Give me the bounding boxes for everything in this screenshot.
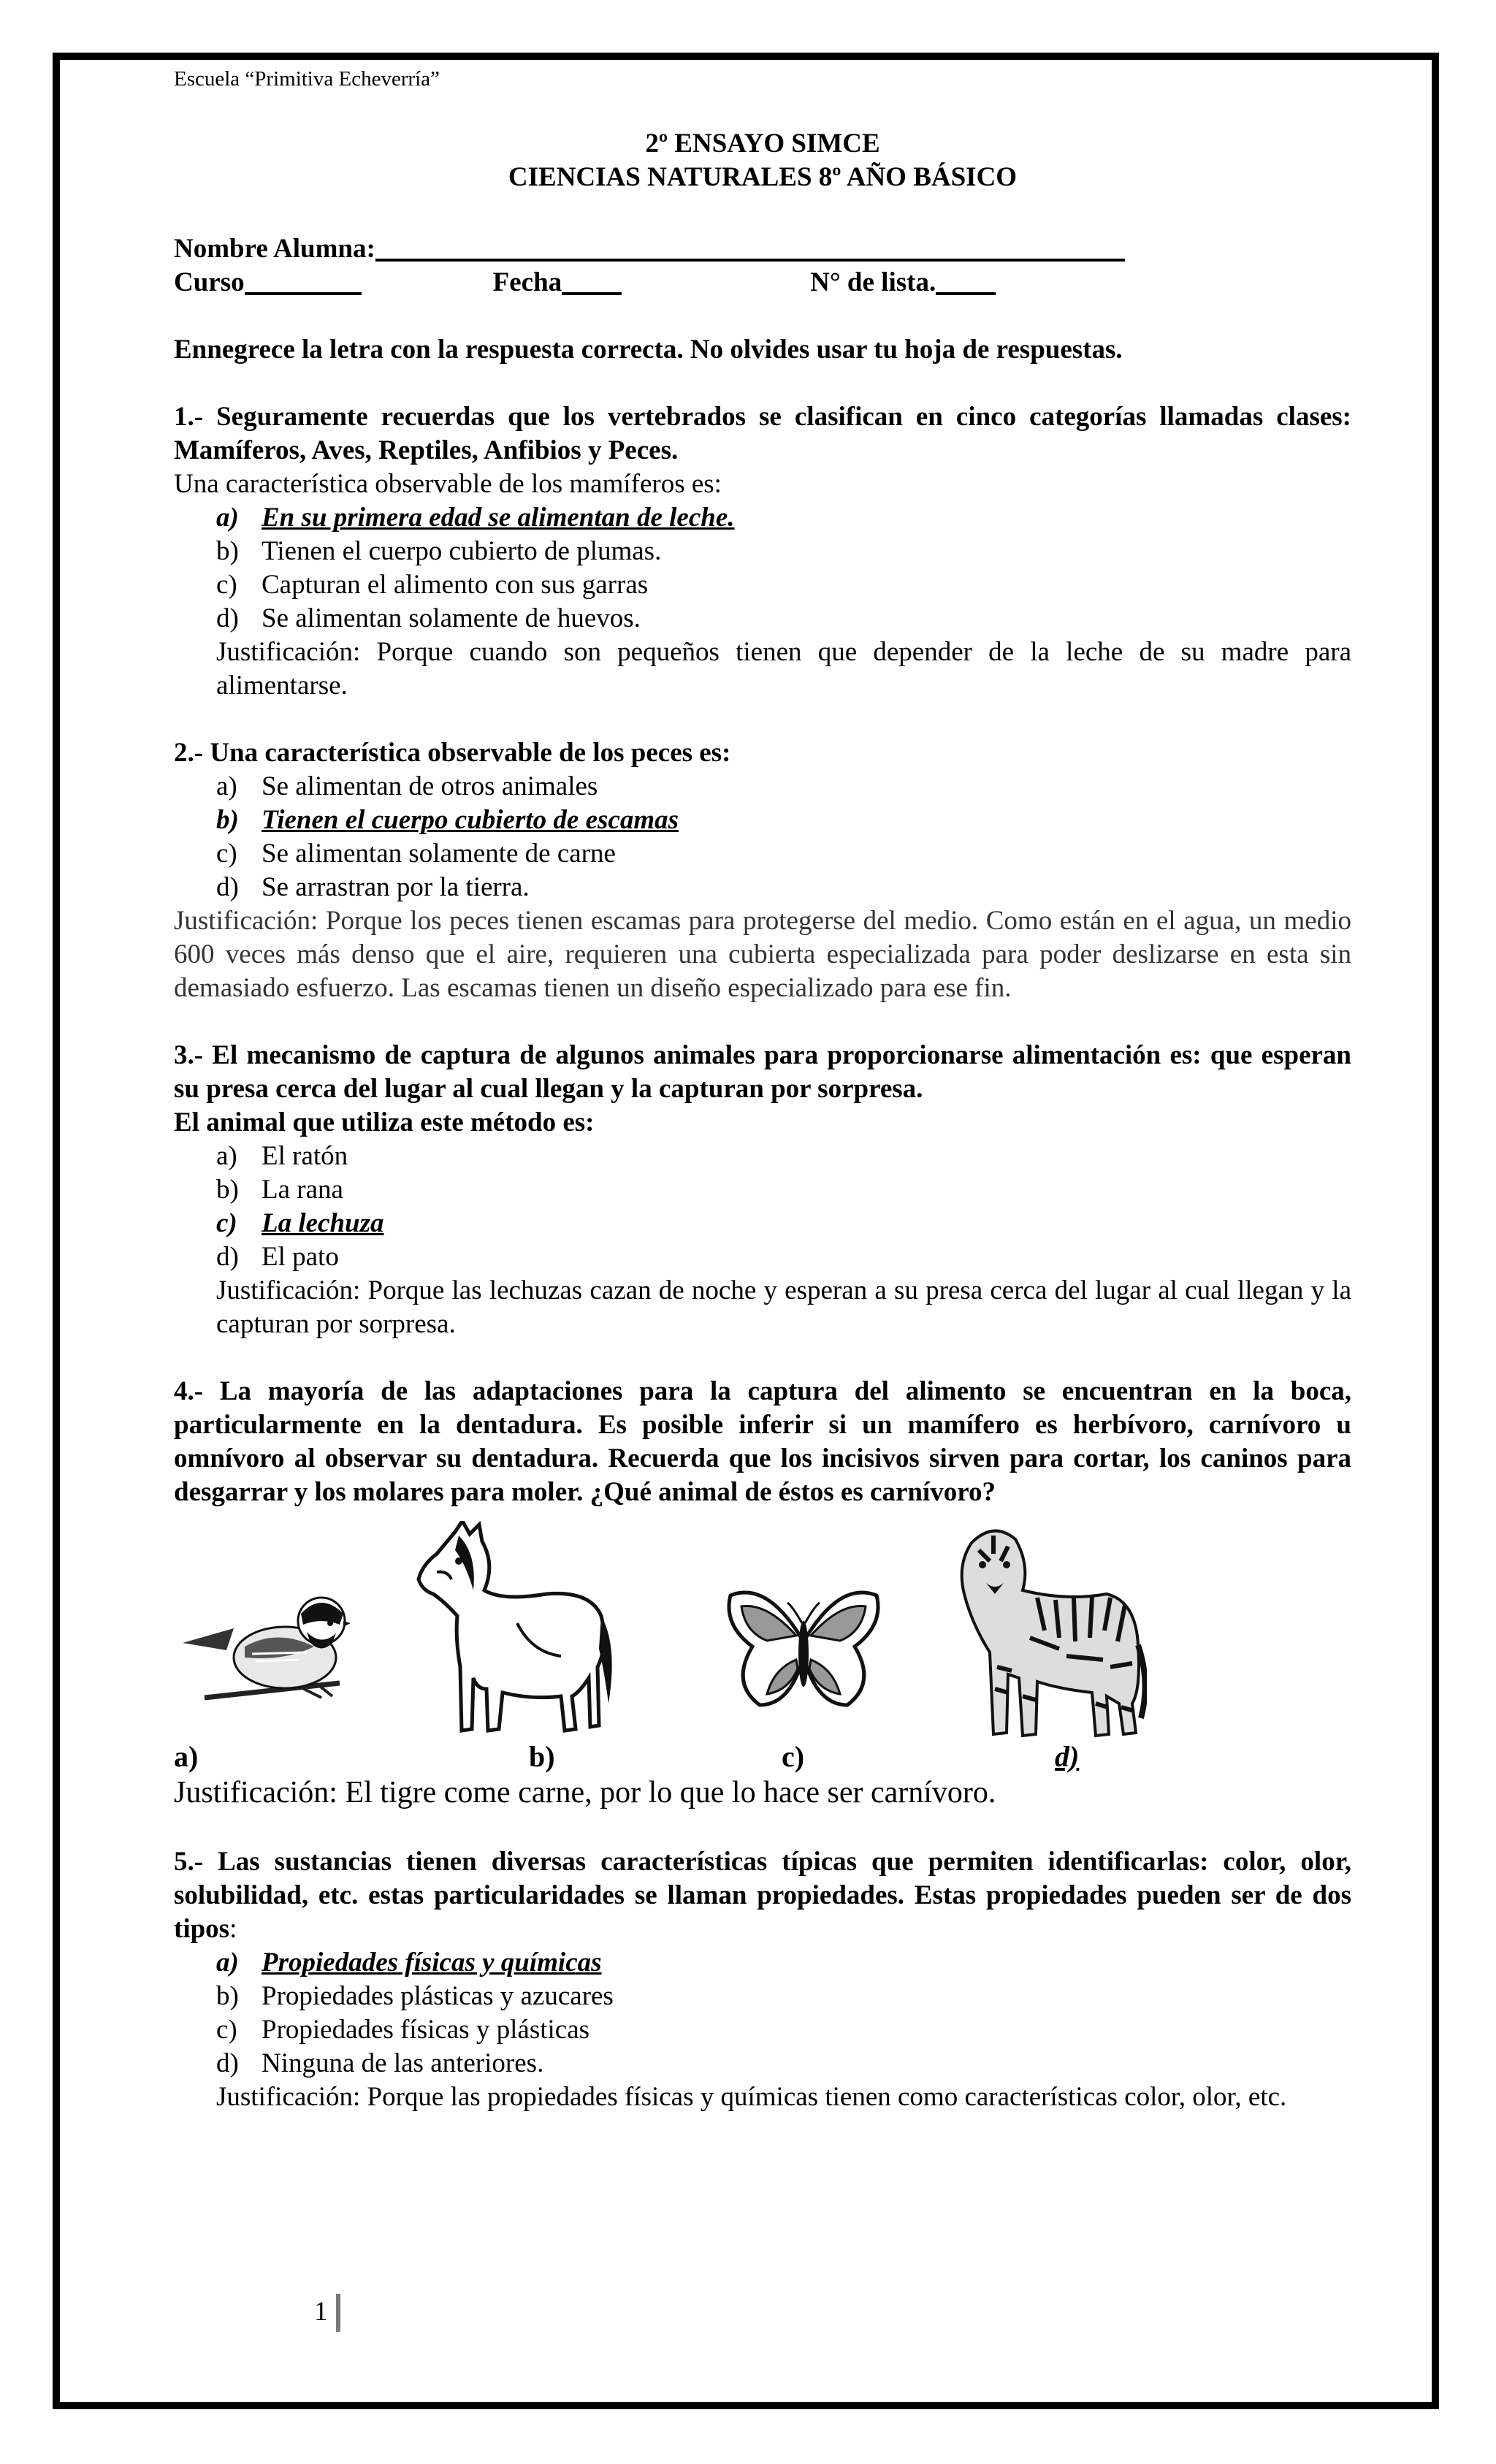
animal-label-d[interactable]: d): [1055, 1740, 1080, 1773]
curso-field[interactable]: [245, 266, 362, 295]
horse-icon[interactable]: [415, 1521, 619, 1740]
q1-option-d[interactable]: d) Se alimentan solamente de huevos.: [216, 603, 641, 633]
q1-option-b[interactable]: b) Tienen el cuerpo cubierto de plumas.: [216, 536, 662, 566]
q5-option-b[interactable]: b) Propiedades plásticas y azucares: [216, 1981, 614, 2011]
q1-option-c[interactable]: c) Capturan el alimento con sus garras: [216, 570, 649, 600]
bird-icon[interactable]: [175, 1588, 351, 1712]
curso-label: Curso: [174, 267, 245, 297]
q5-option-a[interactable]: a) Propiedades físicas y químicas: [216, 1948, 602, 1977]
q3-option-d[interactable]: d) El pato: [216, 1242, 339, 1272]
page-number-divider: [336, 2294, 340, 2332]
animal-label-b[interactable]: b): [529, 1740, 555, 1773]
tiger-icon[interactable]: [950, 1521, 1147, 1740]
q3-option-b[interactable]: b) La rana: [216, 1175, 343, 1205]
nombre-field[interactable]: [375, 232, 1125, 262]
q1-options: [174, 501, 1351, 636]
fecha-label: Fecha: [492, 267, 562, 297]
butterfly-icon[interactable]: [723, 1574, 884, 1720]
q3-prompt: 3.- El mecanismo de captura de algunos animales para proporcionarse alimentación es: que esperan su presa cerca del lugar al cual llegan y la capturan por sorpresa.: [174, 1040, 1351, 1104]
q5-justification: Justificación: Porque las propiedades físicas y químicas tienen como características color, olor, etc.: [216, 2082, 1287, 2112]
exam-subtitle: CIENCIAS NATURALES 8º AÑO BÁSICO: [508, 162, 1018, 192]
curso-row: [174, 266, 1351, 300]
lista-label: N° de lista.: [810, 267, 936, 297]
animal-label-a[interactable]: a): [174, 1740, 199, 1773]
instructions: Ennegrece la letra con la respuesta correcta. No olvides usar tu hoja de respuestas.: [174, 335, 1123, 365]
q5-options: [174, 1946, 1351, 2080]
exam-content: [174, 64, 1351, 2114]
q5-prompt: 5.- Las sustancias tienen diversas características típicas que permiten identificarlas: color, olor, solubilidad, etc. estas particularidades se llaman propiedades. Estas propiedades pueden ser de dos tipos:: [174, 1847, 1351, 1944]
school-name: Escuela “Primitiva Echeverría”: [174, 67, 440, 91]
animal-label-c[interactable]: c): [782, 1740, 805, 1773]
q2-option-d[interactable]: d) Se arrastran por la tierra.: [216, 872, 530, 902]
lista-field[interactable]: [936, 266, 996, 295]
q1-option-a[interactable]: a) En su primera edad se alimentan de leche.: [216, 503, 735, 533]
q3-options: [174, 1140, 1351, 1274]
page-number: 1: [314, 2297, 328, 2327]
nombre-row: [174, 232, 1351, 266]
q4-justification: Justificación: El tigre come carne, por lo que lo hace ser carnívoro.: [174, 1776, 996, 1809]
animal-labels: [174, 1740, 1351, 1774]
q5-option-c[interactable]: c) Propiedades físicas y plásticas: [216, 2015, 590, 2045]
q5-option-d[interactable]: d) Ninguna de las anteriores.: [216, 2048, 544, 2078]
q2-options: [174, 770, 1351, 904]
q2-option-c[interactable]: c) Se alimentan solamente de carne: [216, 839, 616, 869]
animal-images: [174, 1521, 1351, 1740]
exam-title: 2º ENSAYO SIMCE: [645, 129, 880, 159]
q3-option-a[interactable]: a) El ratón: [216, 1141, 348, 1171]
nombre-label: Nombre Alumna:: [174, 234, 375, 264]
q3-subprompt: El animal que utiliza este método es:: [174, 1107, 595, 1137]
q1-prompt: 1.- Seguramente recuerdas que los vertebrados se clasifican en cinco categorías llamadas clases: Mamíferos, Aves, Reptiles, Anfibios y Peces.: [174, 402, 1351, 465]
q3-justification: Justificación: Porque las lechuzas cazan de noche y esperan a su presa cerca del lugar al cual llegan y la capturan por sorpresa.: [216, 1275, 1351, 1339]
q1-subprompt: Una característica observable de los mamíferos es:: [174, 469, 722, 499]
q2-prompt: 2.- Una característica observable de los peces es:: [174, 738, 731, 768]
q2-option-b[interactable]: b) Tienen el cuerpo cubierto de escamas: [216, 805, 679, 835]
q1-justification: Justificación: Porque cuando son pequeños tienen que depender de la leche de su madre para alimentarse.: [216, 637, 1351, 701]
q2-option-a[interactable]: a) Se alimentan de otros animales: [216, 771, 598, 801]
q2-justification: Justificación: Porque los peces tienen escamas para protegerse del medio. Como están en el agua, un medio 600 veces más denso que el aire, requieren una cubierta especializada para poder deslizarse en esta sin demasiado esfuerzo. Las escamas tienen un diseño especializado para ese fin.: [174, 906, 1351, 1003]
q3-option-c[interactable]: c) La lechuza: [216, 1208, 384, 1238]
fecha-field[interactable]: [562, 266, 622, 295]
q4-prompt: 4.- La mayoría de las adaptaciones para la captura del alimento se encuentran en la boca, particularmente en la dentadura. Es posible inferir si un mamífero es herbívoro, carnívoro u omnívoro al observar su dentadura. Recuerda que los incisivos sirven para cortar, los caninos para desgarrar y los molares para moler. ¿Qué animal de éstos es carnívoro?: [174, 1376, 1351, 1507]
